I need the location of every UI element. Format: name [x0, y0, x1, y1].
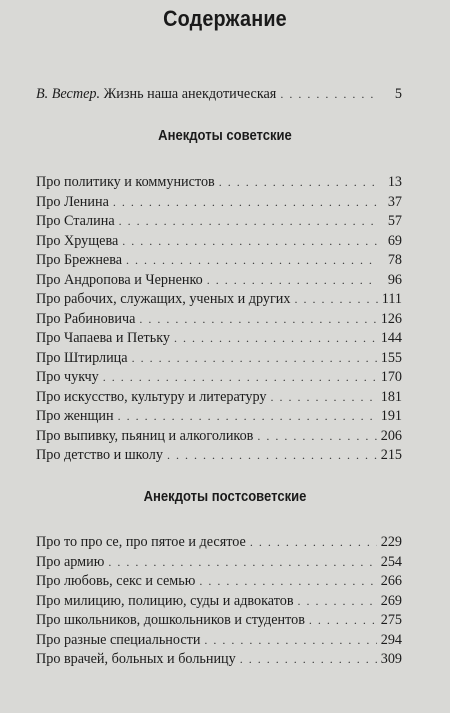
- toc-entry-text: Про милицию, полицию, суды и адвокатов: [36, 592, 294, 609]
- dot-leader: [257, 429, 376, 444]
- toc-entry-page: 275: [380, 612, 402, 628]
- toc-entry-page: 13: [387, 174, 402, 190]
- toc-entry: [36, 447, 402, 467]
- dot-leader: [167, 448, 377, 463]
- toc-entry-text: Про армию: [36, 553, 105, 570]
- toc-entry-text: Про Рабиновича: [36, 310, 136, 327]
- dot-leader: [174, 331, 377, 346]
- toc-entry-text: Про политику и коммунистов: [36, 174, 215, 190]
- toc-entry-text: Про рабочих, служащих, ученых и других: [36, 291, 291, 307]
- toc-entry-page: 206: [380, 427, 402, 444]
- intro-list: [36, 86, 402, 106]
- toc-entry-page: 254: [380, 553, 402, 570]
- toc-list-postsoviet: [36, 534, 402, 671]
- toc-entry-intro: [36, 86, 402, 106]
- toc-entry-page: 170: [380, 369, 402, 385]
- toc-entry-page: 144: [380, 330, 402, 346]
- dot-leader: [271, 390, 377, 405]
- toc-entry: [36, 330, 402, 350]
- section-heading-soviet: Анекдоты советские: [158, 128, 292, 144]
- toc-entry-text: Про Чапаева и Петьку: [36, 330, 170, 346]
- toc-entry-page: 96: [387, 271, 402, 288]
- dot-leader: [204, 633, 376, 648]
- toc-entry-page: 111: [381, 291, 402, 307]
- toc-list-soviet: [36, 174, 402, 467]
- toc-entry-text: Про чукчу: [36, 369, 99, 385]
- toc-entry-text: Про выпивку, пьяниц и алкоголиков: [36, 427, 254, 444]
- dot-leader: [280, 87, 378, 102]
- toc-entry: [36, 632, 402, 652]
- dot-leader: [122, 234, 378, 249]
- toc-entry-text: Про то про се, про пятое и десятое: [36, 534, 246, 550]
- toc-entry-text: Про Брежнева: [36, 252, 123, 268]
- toc-entry-page: 155: [380, 349, 402, 366]
- toc-entry: [36, 311, 402, 331]
- toc-entry: [36, 369, 402, 389]
- toc-entry-text: Про Сталина: [36, 213, 115, 229]
- toc-entry-page: 266: [380, 573, 402, 589]
- dot-leader: [118, 409, 377, 424]
- toc-entry: [36, 554, 402, 574]
- toc-entry-text: Про Штирлица: [36, 349, 128, 366]
- toc-entry-text: Про детство и школу: [36, 447, 163, 463]
- toc-entry-page: 37: [387, 193, 402, 210]
- toc-entry-page: 126: [380, 310, 402, 327]
- toc-entry: [36, 252, 402, 272]
- dot-leader: [298, 594, 377, 609]
- toc-entry-page: 229: [380, 534, 402, 550]
- toc-entry-page: 294: [380, 631, 402, 648]
- toc-entry: [36, 272, 402, 292]
- dot-leader: [119, 214, 378, 229]
- toc-entry-page: 57: [387, 213, 402, 229]
- page-title: Содержание: [163, 6, 287, 31]
- toc-entry-page: 5: [394, 86, 402, 102]
- dot-leader: [108, 555, 376, 570]
- toc-entry-text: Про искусство, культуру и литературу: [36, 388, 267, 405]
- dot-leader: [309, 613, 377, 628]
- dot-leader: [250, 535, 377, 550]
- toc-entry-page: 78: [387, 252, 402, 268]
- dot-leader: [113, 195, 378, 210]
- intro-author: В. Вестер.: [36, 86, 101, 102]
- toc-entry-text: Про Ленина: [36, 193, 109, 210]
- toc-entry-page: 181: [380, 388, 402, 405]
- toc-entry: [36, 389, 402, 409]
- dot-leader: [207, 273, 378, 288]
- section-heading-postsoviet: Анекдоты постсоветские: [143, 489, 307, 505]
- toc-entry: [36, 174, 402, 194]
- toc-entry: [36, 428, 402, 448]
- intro-title: Жизнь наша анекдотическая: [103, 86, 277, 102]
- toc-entry: [36, 651, 402, 671]
- dot-leader: [132, 351, 377, 366]
- toc-entry: [36, 612, 402, 632]
- toc-entry: [36, 593, 402, 613]
- dot-leader: [103, 370, 377, 385]
- dot-leader: [126, 253, 378, 268]
- toc-entry: [36, 194, 402, 214]
- toc-entry: [36, 213, 402, 233]
- toc-entry: [36, 291, 402, 311]
- dot-leader: [199, 574, 376, 589]
- toc-entry-page: 69: [387, 232, 402, 249]
- toc-entry: [36, 573, 402, 593]
- toc-entry-text: Про Хрущева: [36, 232, 119, 249]
- toc-entry-page: 215: [380, 447, 402, 463]
- toc-entry: [36, 350, 402, 370]
- dot-leader: [294, 292, 377, 307]
- dot-leader: [240, 652, 377, 667]
- toc-entry-text: Про врачей, больных и больницу: [36, 651, 236, 667]
- toc-entry: [36, 233, 402, 253]
- toc-entry: [36, 534, 402, 554]
- toc-entry-text: Про разные специальности: [36, 631, 201, 648]
- toc-entry: [36, 408, 402, 428]
- toc-entry-text: Про любовь, секс и семью: [36, 573, 196, 589]
- toc-entry-text: Про женщин: [36, 408, 114, 424]
- dot-leader: [219, 175, 378, 190]
- toc-entry-text: Про Андропова и Черненко: [36, 271, 203, 288]
- dot-leader: [139, 312, 376, 327]
- toc-entry-page: 269: [380, 592, 402, 609]
- toc-entry-text: Про школьников, дошкольников и студентов: [36, 612, 305, 628]
- toc-entry-page: 309: [380, 651, 402, 667]
- toc-entry-text: [36, 86, 276, 103]
- toc-entry-page: 191: [380, 408, 402, 424]
